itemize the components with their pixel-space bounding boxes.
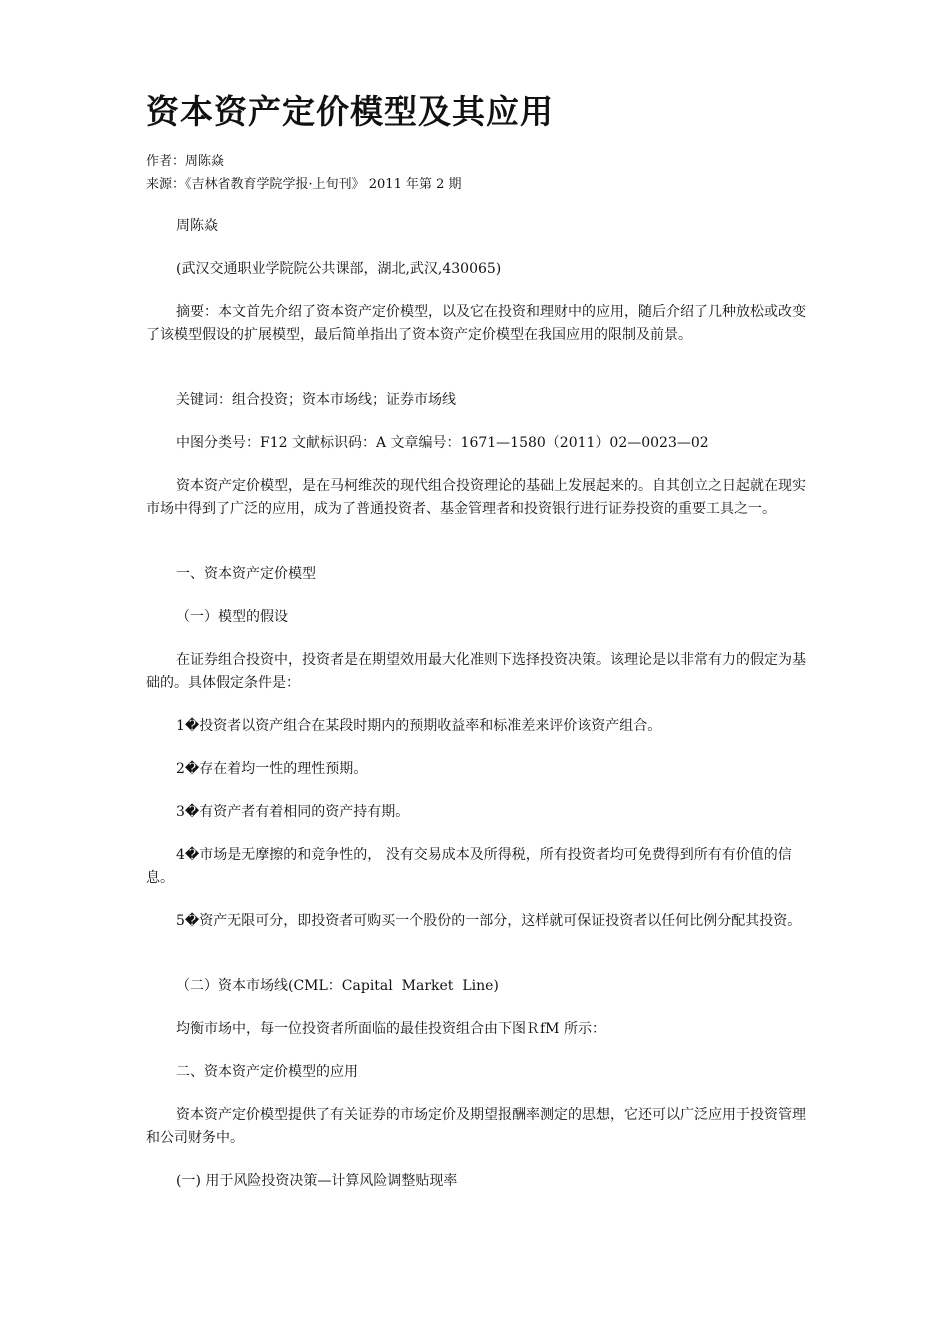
keywords-paragraph: 关键词：组合投资；资本市场线；证券市场线 [176, 392, 456, 408]
assumptions-intro-paragraph: 在证券组合投资中，投资者是在期望效用最大化准则下选择投资决策。该理论是以非常有力的假定为基础的。具体假定条件是： [146, 652, 806, 691]
article-title: 资本资产定价模型及其应用 [146, 92, 554, 131]
subsection-heading-3: (一) 用于风险投资决策—计算风险调整贴现率 [176, 1173, 458, 1189]
assumption-item-1: 1�投资者以资产组合在某段时期内的预期收益率和标准差来评价该资产组合。 [176, 718, 662, 734]
assumption-item-4: 4�市场是无摩擦的和竞争性的， 没有交易成本及所得税，所有投资者均可免费得到所有有价值的信息。 [146, 847, 792, 886]
cml-paragraph: 均衡市场中，每一位投资者所面临的最佳投资组合由下图ＲfM 所示： [176, 1021, 606, 1037]
author-name-paragraph: 周陈焱 [176, 218, 218, 234]
assumption-item-2: 2�存在着均一性的理性预期。 [176, 761, 368, 777]
classification-paragraph: 中图分类号：F12 文献标识码：A 文章编号：1671—1580（2011）02—0023—02 [176, 435, 709, 451]
intro-paragraph: 资本资产定价模型，是在马柯维茨的现代组合投资理论的基础上发展起来的。自其创立之日起就在现实市场中得到了广泛的应用，成为了普通投资者、基金管理者和投资银行进行证券投资的重要工具之一。 [146, 478, 806, 517]
assumption-item-3: 3�有资产者有着相同的资产持有期。 [176, 804, 410, 820]
subsection-heading-1: （一）模型的假设 [176, 609, 288, 625]
assumption-item-5: 5�资产无限可分，即投资者可购买一个股份的一部分，这样就可保证投资者以任何比例分配其投资。 [176, 913, 802, 929]
author-line: 作者：周陈焱 [146, 154, 225, 169]
affiliation-paragraph: (武汉交通职业学院院公共课部，湖北,武汉,430065) [176, 261, 502, 277]
source-line: 来源：《吉林省教育学院学报·上旬刊》 2011 年第 2 期 [146, 177, 462, 192]
section-heading-1: 一、资本资产定价模型 [176, 566, 316, 582]
section-heading-2: 二、资本资产定价模型的应用 [176, 1064, 358, 1080]
application-paragraph: 资本资产定价模型提供了有关证券的市场定价及期望报酬率测定的思想，它还可以广泛应用于投资管理和公司财务中。 [146, 1107, 806, 1146]
subsection-heading-2: （二）资本市场线(CML：Capital Market Line) [176, 978, 499, 994]
abstract-paragraph: 摘要：本文首先介绍了资本资产定价模型，以及它在投资和理财中的应用，随后介绍了几种放松或改变了该模型假设的扩展模型，最后简单指出了资本资产定价模型在我国应用的限制及前景。 [146, 304, 806, 343]
